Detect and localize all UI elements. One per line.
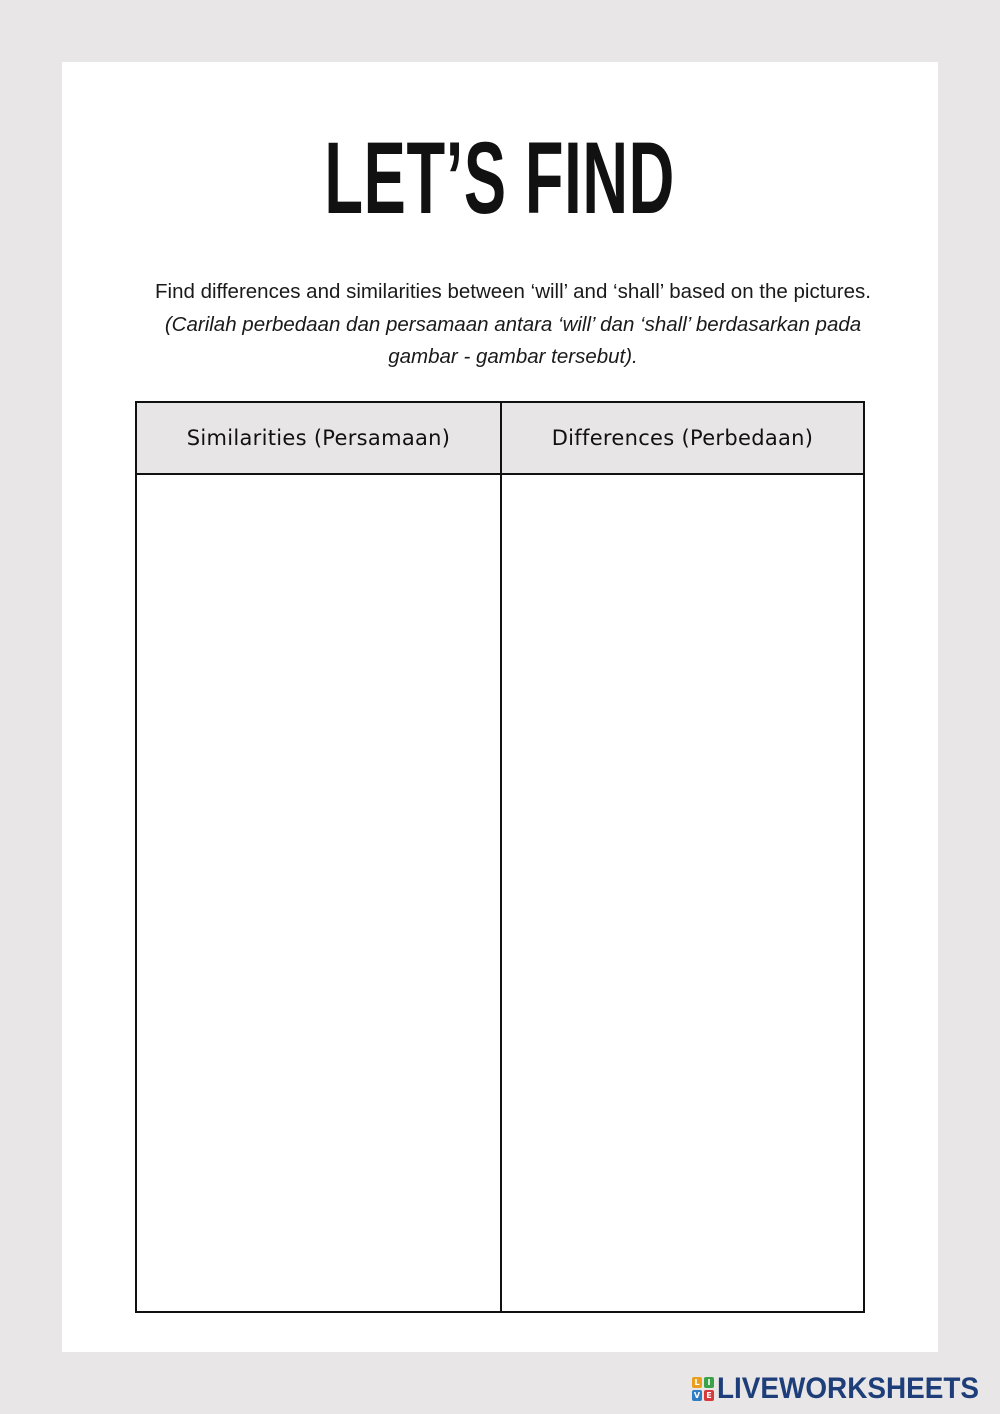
logo-letter-e: E (704, 1390, 714, 1401)
similarities-answer-cell[interactable] (137, 475, 500, 1311)
worksheet-title-text: LET’S FIND (324, 121, 676, 235)
differences-answer-cell[interactable] (502, 475, 863, 1311)
logo-letter-l: L (692, 1377, 702, 1388)
worksheet-title (0, 118, 1000, 238)
liveworksheets-wordmark: LIVEWORKSHEETS (717, 1372, 979, 1405)
logo-letter-i: I (704, 1377, 714, 1388)
instructions-paragraph (130, 276, 896, 374)
liveworksheets-logo-icon (692, 1377, 714, 1401)
instructions-translation: (Carilah perbedaan dan persamaan antara ‘will’ dan ‘shall’ berdasarkan pada gambar - gambar tersebut). (164, 312, 862, 368)
column-header-similarities: Similarities (Persamaan) (186, 426, 451, 450)
column-header-differences: Differences (Perbedaan) (551, 426, 814, 450)
logo-letter-v: V (693, 1391, 701, 1400)
answer-table (135, 401, 865, 1313)
instructions-text: Find differences and similarities between ‘will’ and ‘shall’ based on the pictures. (155, 280, 871, 303)
liveworksheets-brand[interactable] (692, 1374, 999, 1404)
column-divider (500, 403, 502, 1311)
